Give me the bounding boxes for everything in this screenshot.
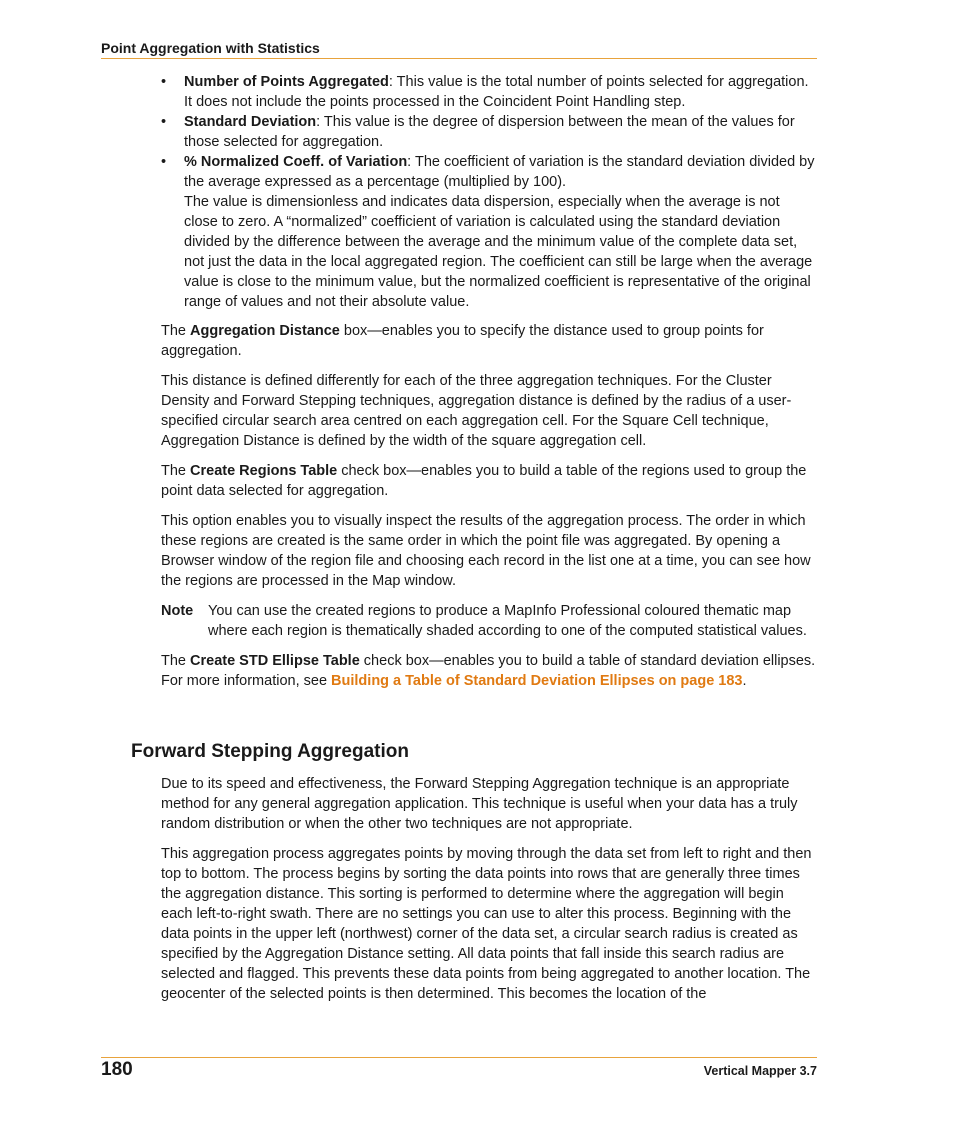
paragraph-std-ellipse — [161, 651, 817, 691]
bullet-icon: • — [161, 114, 167, 130]
text-run: check box—enables you to build a table of standard deviation ellipses. For more information, see — [161, 653, 816, 689]
text-run: check box—enables you to build a table of the regions used to group the point data selected for aggregation. — [161, 463, 807, 499]
note-block — [161, 601, 817, 641]
paragraph-distance-defined: This distance is defined differently for each of the three aggregation techniques. For the Cluster Density and Forward Stepping techniques, aggregation distance is defined by the radius of a user-specified circular search area centred on each aggregation cell. For the Square Cell technique, Aggregation Distance is defined by the width of the square aggregation cell. — [161, 373, 792, 449]
term: % Normalized Coeff. of Variation — [184, 154, 408, 170]
footer-product-title: Vertical Mapper 3.7 — [703, 1064, 817, 1078]
page-number: 180 — [101, 1059, 133, 1080]
paragraph-regions-table — [161, 461, 817, 501]
definition-continuation: The value is dimensionless and indicates data dispersion, especially when the average is not close to zero. A “normalized” coefficient of variation is calculated using the standard deviation divided by the difference between the average and the minimum value of the complete data set, not just the data in the local aggregated region. The coefficient can still be large when the average value is close to the minimum value, but the normalized coefficient is representative of the original range of values and not their absolute value. — [184, 194, 813, 310]
term: Aggregation Distance — [190, 323, 340, 339]
definition: : This value is the total number of points selected for aggregation. It does not include the points processed in the Coincident Point Handling step. — [184, 74, 809, 110]
term: Create Regions Table — [190, 463, 338, 479]
cross-reference-link[interactable]: Building a Table of Standard Deviation Ellipses on page 183 — [331, 673, 743, 689]
text-run: The — [161, 653, 191, 669]
paragraph-forward-process: This aggregation process aggregates points by moving through the data set from left to right and then top to bottom. The process begins by sorting the data points into rows that are generally three times the aggregation distance. This sorting is performed to determine where the aggregation will begin each left-to-right swath. There are no settings you can use to alter this process. Beginning with the data points in the upper left (northwest) corner of the data set, a circular search radius is created as specified by the Aggregation Distance setting. All data points that fall inside this search radius are selected and flagged. This prevents these data points from being aggregated to another location. The geocenter of the selected points is then determined. This becomes the location of the — [161, 846, 812, 1002]
text-run: The — [161, 323, 191, 339]
section-heading: Forward Stepping Aggregation — [131, 741, 409, 762]
bullet-icon: • — [161, 74, 167, 90]
list-item — [161, 72, 817, 112]
definition: : The coefficient of variation is the standard deviation divided by the average expressed as a percentage (multiplied by 100). — [184, 154, 815, 190]
definition: : This value is the degree of dispersion between the mean of the values for those selected for aggregation. — [184, 114, 795, 150]
text-run: . — [742, 673, 747, 689]
running-header: Point Aggregation with Statistics — [101, 40, 817, 59]
footer-rule — [101, 1057, 817, 1058]
list-item — [161, 112, 817, 152]
list-item — [161, 152, 817, 312]
text-run: The — [161, 463, 191, 479]
term: Standard Deviation — [184, 114, 317, 130]
paragraph-aggregation-distance — [161, 321, 817, 361]
page-body — [161, 72, 817, 701]
note-label: Note — [161, 603, 194, 619]
section-body — [161, 774, 817, 1014]
note-text: You can use the created regions to produce a MapInfo Professional coloured thematic map where each region is thematically shaded according to one of the computed statistical values. — [208, 603, 807, 639]
text-run: box—enables you to specify the distance used to group points for aggregation. — [161, 323, 764, 359]
term: Create STD Ellipse Table — [190, 653, 360, 669]
paragraph-option-inspect: This option enables you to visually inspect the results of the aggregation process. The order in which these regions are created is the same order in which the point file was aggregated. By opening a Browser window of the region file and choosing each record in the list one at a time, you can see how the regions are processed in the Map window. — [161, 513, 811, 589]
term: Number of Points Aggregated — [184, 74, 389, 90]
paragraph-forward-intro: Due to its speed and effectiveness, the Forward Stepping Aggregation technique is an appropriate method for any general aggregation application. This technique is useful when your data has a truly random distribution or when the other two techniques are not appropriate. — [161, 776, 798, 832]
statistics-list — [161, 72, 817, 312]
bullet-icon: • — [161, 154, 167, 170]
